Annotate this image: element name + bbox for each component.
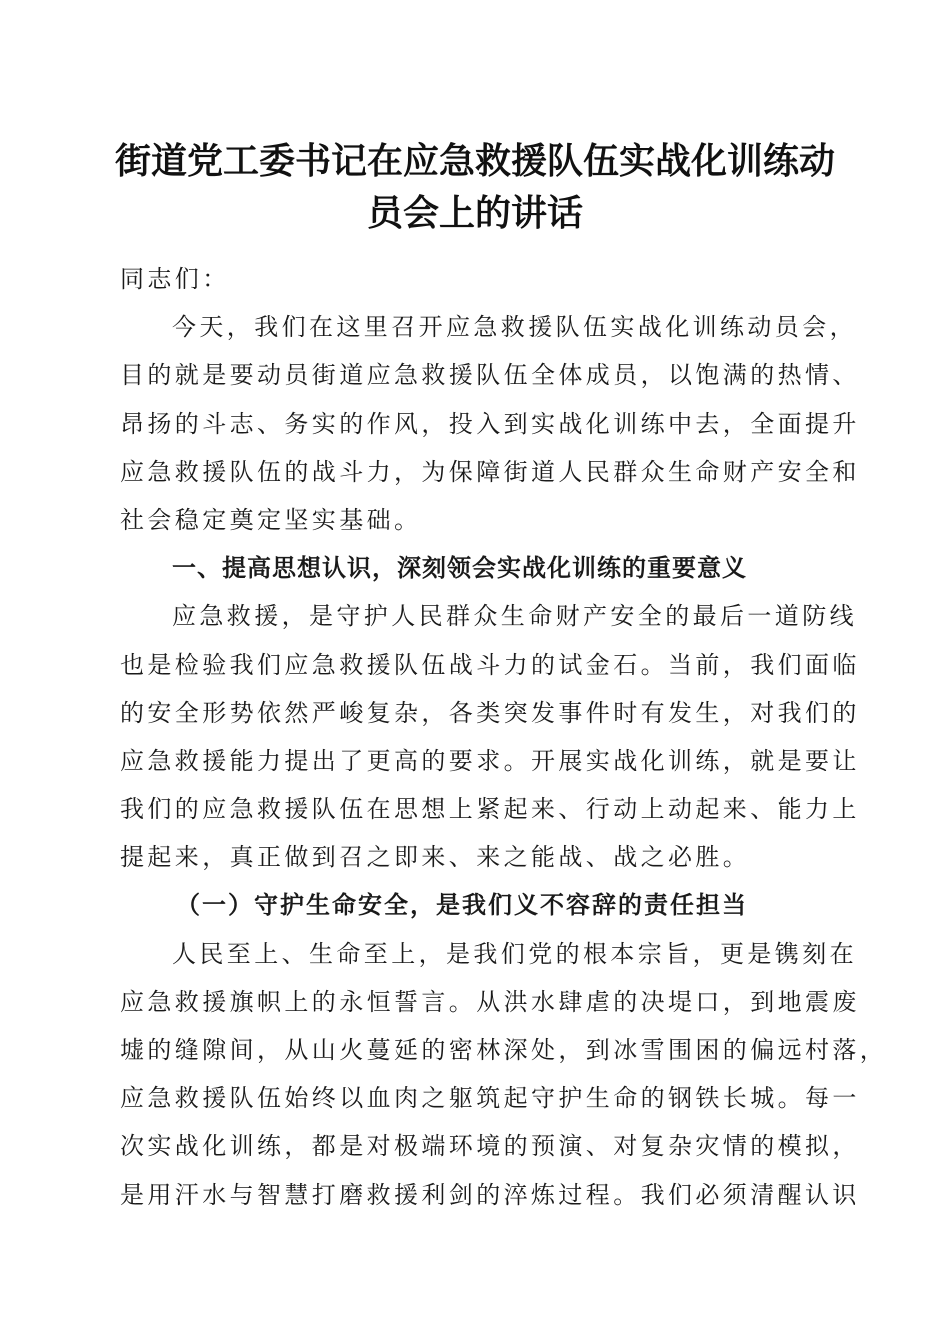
paragraph-line: 的安全形势依然严峻复杂，各类突发事件时有发生，对我们的 bbox=[120, 698, 860, 727]
paragraph-line: 也是检验我们应急救援队伍战斗力的试金石。当前，我们面临 bbox=[120, 650, 860, 679]
paragraph-line: 昂扬的斗志、务实的作风，投入到实战化训练中去，全面提升 bbox=[120, 409, 860, 438]
paragraph-line: 是用汗水与智慧打磨救援利剑的淬炼过程。我们必须清醒认识 bbox=[120, 1180, 860, 1209]
section-heading-1: 一、提高思想认识，深刻领会实战化训练的重要意义 bbox=[172, 554, 747, 583]
paragraph-line: 次实战化训练，都是对极端环境的预演、对复杂灾情的模拟， bbox=[120, 1132, 860, 1161]
paragraph-line: 应急救援队伍始终以血肉之躯筑起守护生命的钢铁长城。每一 bbox=[120, 1084, 860, 1113]
paragraph-line: 提起来，真正做到召之即来、来之能战、战之必胜。 bbox=[120, 843, 751, 872]
paragraph-line: 社会稳定奠定坚实基础。 bbox=[120, 505, 422, 534]
paragraph-line: 目的就是要动员街道应急救援队伍全体成员，以饱满的热情、 bbox=[120, 361, 860, 390]
paragraph-line: 人民至上、生命至上，是我们党的根本宗旨，更是镌刻在 bbox=[172, 939, 857, 968]
paragraph-line: 应急救援，是守护人民群众生命财产安全的最后一道防线 bbox=[172, 602, 857, 631]
subsection-heading-1: （一）守护生命安全，是我们义不容辞的责任担当 bbox=[176, 890, 748, 920]
paragraph-line: 应急救援能力提出了更高的要求。开展实战化训练，就是要让 bbox=[120, 746, 860, 775]
salutation: 同志们： bbox=[120, 265, 230, 293]
paragraph-line: 墟的缝隙间，从山火蔓延的密林深处，到冰雪围困的偏远村落， bbox=[120, 1036, 888, 1064]
paragraph-line: 我们的应急救援队伍在思想上紧起来、行动上动起来、能力上 bbox=[120, 795, 860, 824]
document-title-line-2: 员会上的讲话 bbox=[366, 192, 583, 234]
paragraph-line: 今天，我们在这里召开应急救援队伍实战化训练动员会， bbox=[172, 313, 857, 342]
document-body bbox=[120, 255, 888, 1219]
paragraph-line: 应急救援旗帜上的永恒誓言。从洪水肆虐的决堤口，到地震废 bbox=[120, 987, 860, 1016]
document-title-line-1: 街道党工委书记在应急救援队伍实战化训练动 bbox=[114, 140, 835, 182]
paragraph-line: 应急救援队伍的战斗力，为保障街道人民群众生命财产安全和 bbox=[120, 457, 860, 486]
